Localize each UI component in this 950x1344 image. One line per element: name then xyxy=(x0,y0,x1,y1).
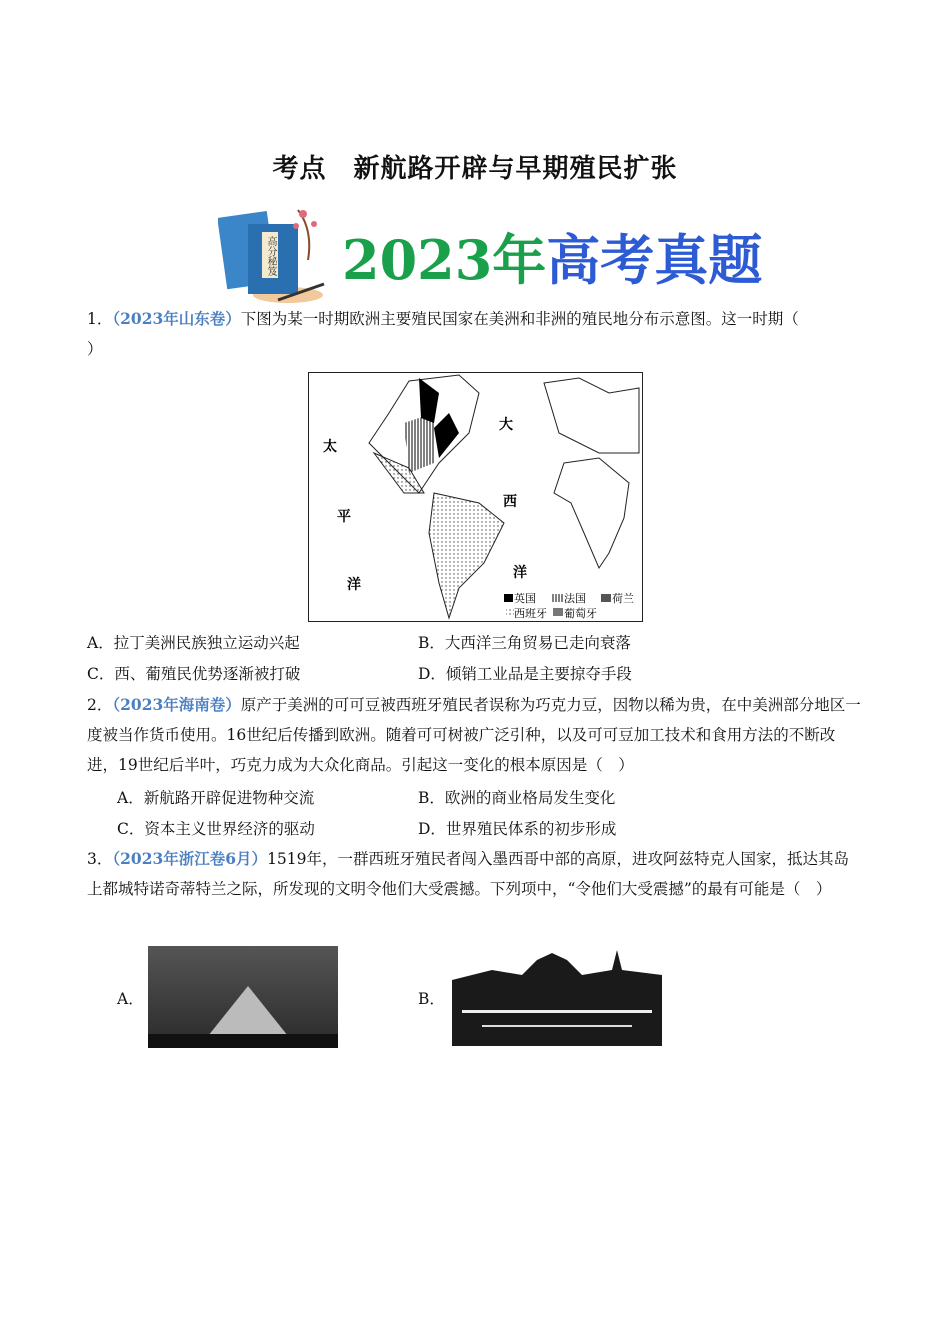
svg-text:英国: 英国 xyxy=(514,592,536,605)
q2-option-c[interactable]: C．资本主义世界经济的驱动 xyxy=(117,820,315,838)
pyramid-photo[interactable] xyxy=(148,946,338,1048)
book-cover-label: 高分秘笈 xyxy=(265,236,276,276)
map-label: 平 xyxy=(337,509,351,525)
city-skyline-image xyxy=(452,950,662,1046)
page-title: 考点 新航路开辟与早期殖民扩张 xyxy=(272,154,678,184)
map-label: 西 xyxy=(503,494,517,510)
map-label: 太 xyxy=(323,439,337,455)
question-2: 2．（2023年海南卷）原产于美洲的可可豆被西班牙殖民者误称为巧克力豆，因物以稀为贵，在中美洲部分地区一度被当作货币使用。16世纪后传播到欧洲。随着可可树被广泛引种，以及可可豆加工技术和食用方法的不断改进，19世纪后半叶，巧克力成为大众化商品。引起这一变化的根本原因是（ ） xyxy=(87,695,861,774)
map-label: 洋 xyxy=(513,565,527,581)
map-label: 大 xyxy=(499,417,513,433)
q3-option-a[interactable]: A． xyxy=(117,990,144,1008)
q2-option-d[interactable]: D．世界殖民体系的初步形成 xyxy=(418,820,617,838)
pyramid-image xyxy=(148,946,338,1048)
map-label: 洋 xyxy=(347,577,361,593)
map-legend xyxy=(504,591,634,620)
cathedral-photo[interactable] xyxy=(452,950,662,1046)
colony-map xyxy=(308,372,643,622)
q1-option-c[interactable]: C．西、葡殖民优势逐渐被打破 xyxy=(87,665,301,683)
q1-option-a[interactable]: A．拉丁美洲民族独立运动兴起 xyxy=(87,634,300,652)
book-illustration xyxy=(218,200,328,305)
question-1: 1．（2023年山东卷）下图为某一时期欧洲主要殖民国家在美洲和非洲的殖民地分布示意图。这一时期（ ） xyxy=(87,309,799,358)
question-3: 3．（2023年浙江卷6月）1519年，一群西班牙殖民者闯入墨西哥中部的高原，进攻阿兹特克人国家，抵达其岛上都城特诺奇蒂特兰之际，所发现的文明令他们大受震撼。下列项中，“令他们大受震撼”的最有可能是（ ） xyxy=(87,849,850,898)
q2-option-a[interactable]: A．新航路开辟促进物种交流 xyxy=(117,789,315,807)
q3-option-b[interactable]: B． xyxy=(418,990,445,1008)
svg-text:法国: 法国 xyxy=(564,592,586,605)
svg-text:西班牙: 西班牙 xyxy=(514,607,547,620)
q1-option-d[interactable]: D．倾销工业品是主要掠夺手段 xyxy=(418,665,632,683)
map-graphic xyxy=(309,373,642,621)
q2-option-b[interactable]: B．欧洲的商业格局发生变化 xyxy=(418,789,616,807)
svg-text:葡萄牙: 葡萄牙 xyxy=(564,607,597,620)
q1-option-b[interactable]: B．大西洋三角贸易已走向衰落 xyxy=(418,634,631,652)
banner-heading: 2023年高考真题 xyxy=(342,228,763,292)
svg-text:荷兰: 荷兰 xyxy=(612,592,634,605)
